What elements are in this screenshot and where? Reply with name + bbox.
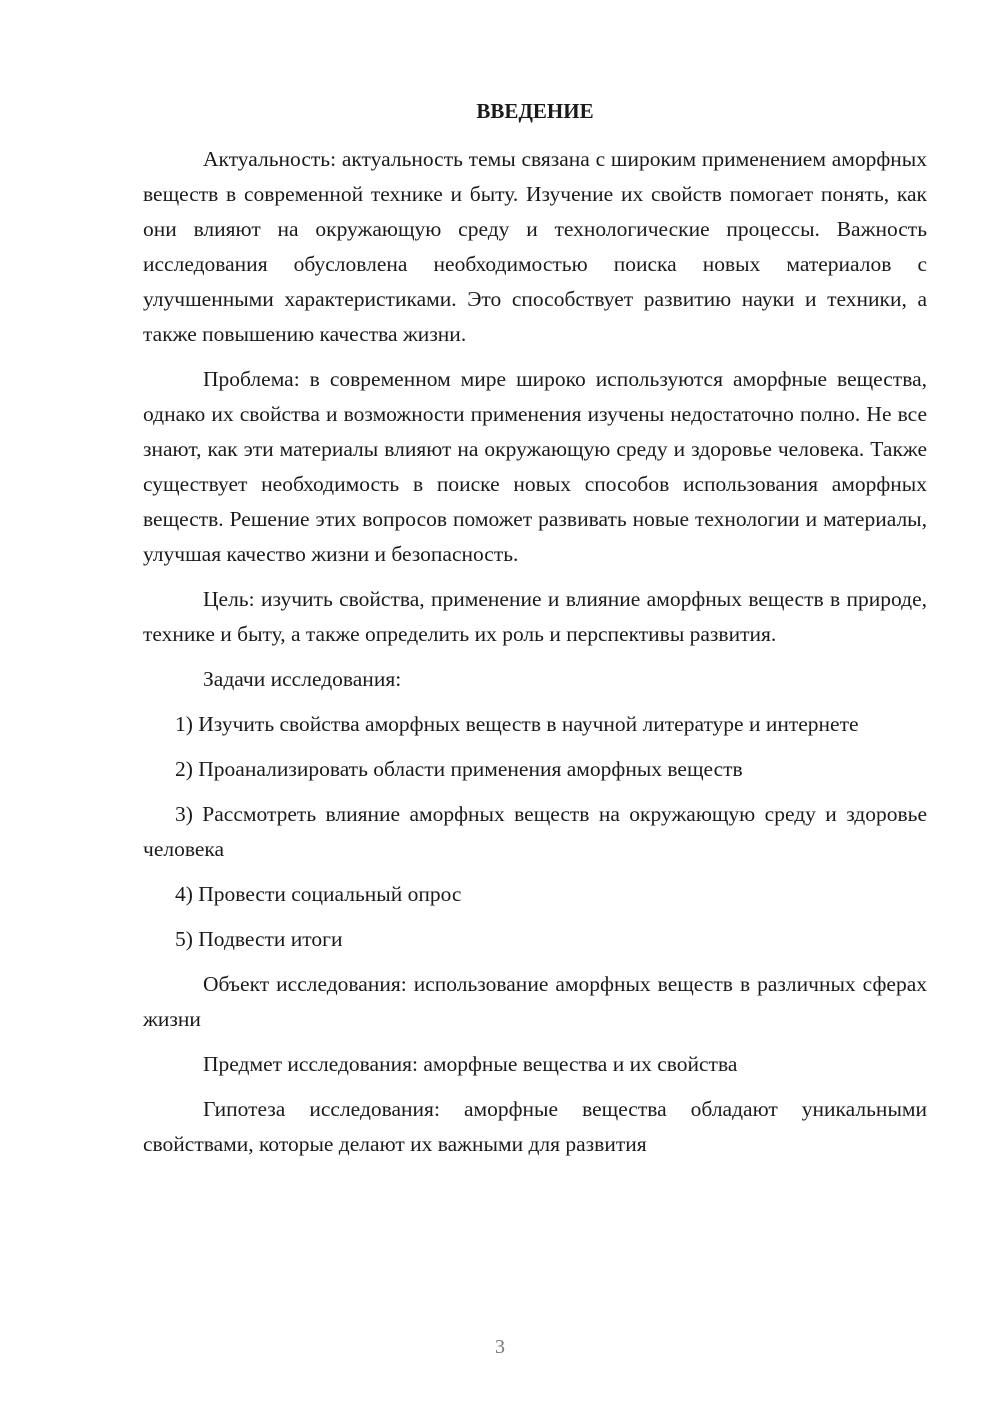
relevance-paragraph: Актуальность: актуальность темы связана с широким применением аморфных веществ в современной технике и быту. Изучение их свойств помогает понять, как они влияют на окружающую среду и технологические процессы. Важность исследования обусловлена необходимостью поиска новых материалов с улучшенными характеристиками. Это способствует развитию науки и техники, а также повышению качества жизни. xyxy=(143,147,927,346)
task-item-5: 5) Подвести итоги xyxy=(175,927,343,951)
hypothesis-paragraph: Гипотеза исследования: аморфные вещества обладают уникальными свойствами, которые делают их важными для развития xyxy=(143,1097,927,1156)
object-paragraph: Объект исследования: использование аморфных веществ в различных сферах жизни xyxy=(143,972,927,1031)
subject-paragraph: Предмет исследования: аморфные вещества и их свойства xyxy=(203,1052,738,1076)
task-item-4: 4) Провести социальный опрос xyxy=(175,882,462,906)
tasks-heading: Задачи исследования: xyxy=(203,667,402,691)
task-item-1: 1) Изучить свойства аморфных веществ в научной литературе и интернете xyxy=(175,712,859,736)
task-item-3: 3) Рассмотреть влияние аморфных веществ на окружающую среду и здоровье человека xyxy=(143,802,927,861)
problem-paragraph: Проблема: в современном мире широко используются аморфные вещества, однако их свойства и возможности применения изучены недостаточно полно. Не все знают, как эти материалы влияют на окружающую среду и здоровье человека. Также существует необходимость в поиске новых способов использования аморфных веществ. Решение этих вопросов поможет развивать новые технологии и материалы, улучшая качество жизни и безопасность. xyxy=(143,367,927,566)
document-body xyxy=(143,142,927,1172)
page-number: 3 xyxy=(495,1336,505,1358)
goal-paragraph: Цель: изучить свойства, применение и влияние аморфных веществ в природе, технике и быту, а также определить их роль и перспективы развития. xyxy=(143,587,927,646)
task-item-2: 2) Проанализировать области применения аморфных веществ xyxy=(175,757,743,781)
section-title: ВВЕДЕНИЕ xyxy=(476,99,594,123)
